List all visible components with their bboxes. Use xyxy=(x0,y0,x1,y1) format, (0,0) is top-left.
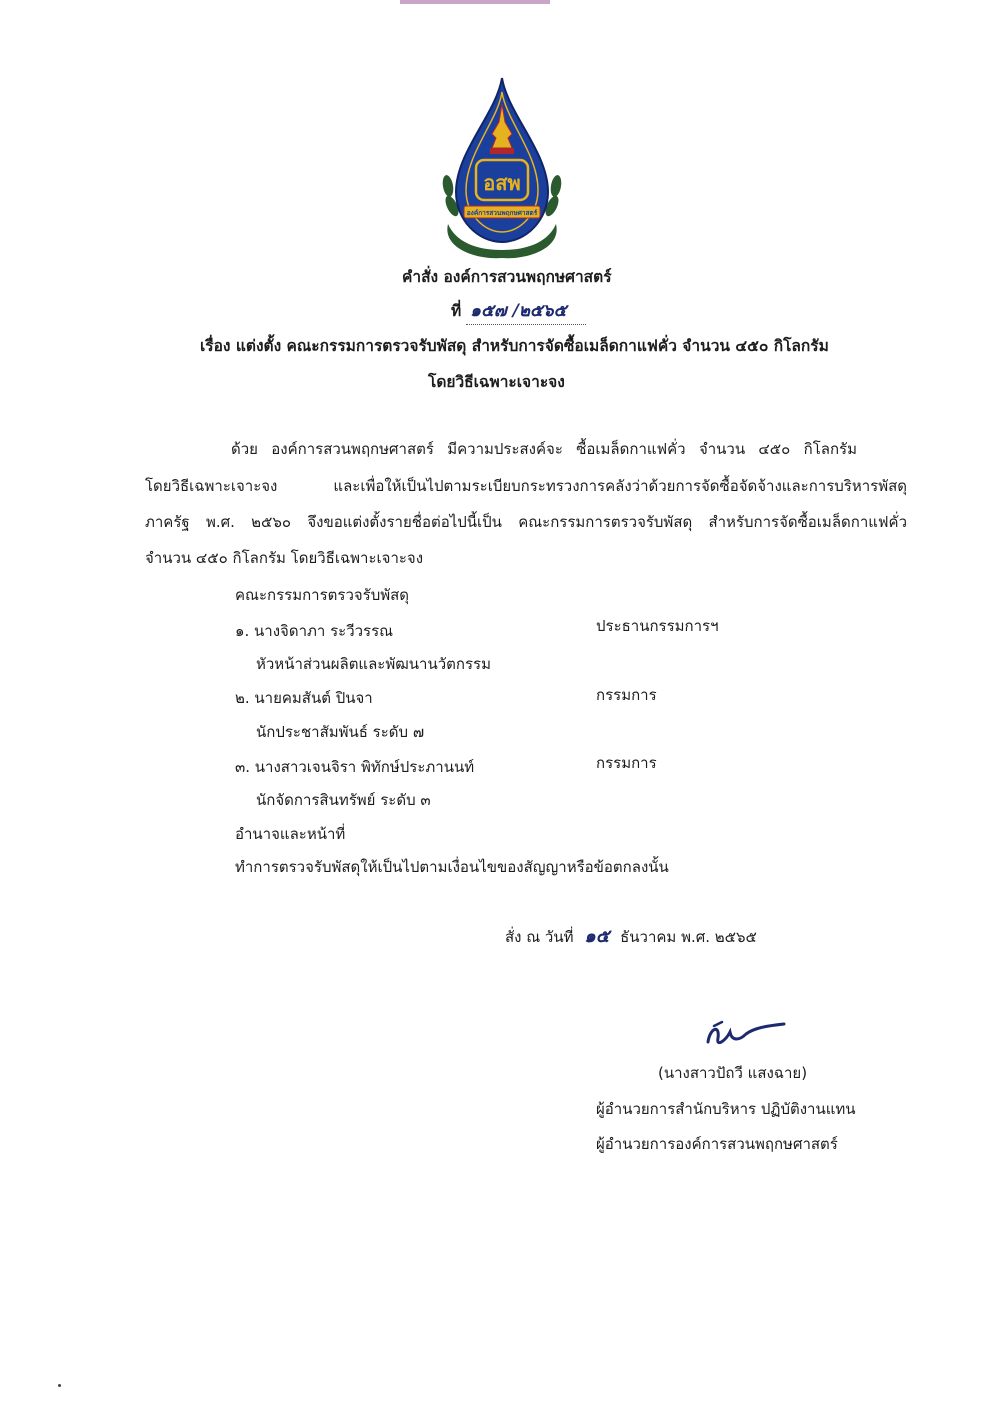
scan-speck xyxy=(58,1384,61,1387)
body-line-1: ด้วย องค์การสวนพฤกษศาสตร์ มีความประสงค์จะ ซื้อเมล็ดกาแฟคั่ว จำนวน ๔๕๐ กิโลกรัม xyxy=(231,440,857,458)
duties-heading: อำนาจและหน้าที่ xyxy=(235,825,346,843)
signer-title-1: ผู้อำนวยการสำนักบริหาร ปฏิบัติงานแทน xyxy=(596,1100,856,1118)
member-name: ๑. นางจิดาภา ระวีวรรณ xyxy=(235,622,394,640)
subject-line-1: เรื่อง แต่งตั้ง คณะกรรมการตรวจรับพัสดุ สำหรับการจัดซื้อเมล็ดกาแฟคั่ว จำนวน ๔๕๐ กิโลกรัม xyxy=(200,337,829,355)
order-number-value: ๑๕๗ /๒๕๖๕ xyxy=(470,301,567,321)
body-line-3: ภาครัฐ พ.ศ. ๒๕๖๐ จึงขอแต่งตั้งรายชื่อต่อไปนี้เป็น คณะกรรมการตรวจรับพัสดุ สำหรับการจัดซื้อเมล็ดกาแฟคั่ว xyxy=(145,513,907,531)
committee-heading: คณะกรรมการตรวจรับพัสดุ xyxy=(235,586,410,604)
ordered-date-day: ๑๕ xyxy=(584,926,610,947)
logo-ribbon-text: องค์การสวนพฤกษศาสตร์ xyxy=(466,209,538,217)
member-role: ประธานกรรมการฯ xyxy=(596,617,719,635)
body-line-2: โดยวิธีเฉพาะเจาะจง และเพื่อให้เป็นไปตามระเบียบกระทรวงการคลังว่าด้วยการจัดซื้อจัดจ้างและการบริหารพัสดุ xyxy=(145,477,907,495)
signer-title-2: ผู้อำนวยการองค์การสวนพฤกษศาสตร์ xyxy=(596,1135,838,1153)
ordered-date-prefix: สั่ง ณ วันที่ xyxy=(505,928,574,946)
signer-name: (นางสาวปัถวี แสงฉาย) xyxy=(658,1064,808,1082)
body-line-4: จำนวน ๔๕๐ กิโลกรัม โดยวิธีเฉพาะเจาะจง xyxy=(145,549,424,567)
member-position: นักจัดการสินทรัพย์ ระดับ ๓ xyxy=(256,791,431,809)
scan-edge-mark xyxy=(400,0,550,4)
member-name: ๒. นายคมสันต์ ปินจา xyxy=(235,689,373,707)
subject-line-2: โดยวิธีเฉพาะเจาะจง xyxy=(428,373,565,391)
signature-mark xyxy=(700,1018,790,1054)
member-position: หัวหน้าส่วนผลิตและพัฒนานวัตกรรม xyxy=(256,655,491,673)
logo-glyph: อสพ xyxy=(483,171,521,195)
member-name: ๓. นางสาวเจนจิรา พิทักษ์ประภานนท์ xyxy=(235,758,475,776)
member-role: กรรมการ xyxy=(596,754,657,772)
organization-logo xyxy=(438,74,566,260)
order-number xyxy=(451,297,586,325)
ordered-date-suffix: ธันวาคม พ.ศ. ๒๕๖๕ xyxy=(620,928,757,946)
order-title: คำสั่ง องค์การสวนพฤกษศาสตร์ xyxy=(402,268,612,286)
ordered-date xyxy=(505,921,757,950)
order-number-prefix: ที่ xyxy=(451,302,462,320)
member-role: กรรมการ xyxy=(596,686,657,704)
duties-text: ทำการตรวจรับพัสดุให้เป็นไปตามเงื่อนไขของสัญญาหรือข้อตกลงนั้น xyxy=(235,858,669,876)
member-position: นักประชาสัมพันธ์ ระดับ ๗ xyxy=(256,723,425,741)
